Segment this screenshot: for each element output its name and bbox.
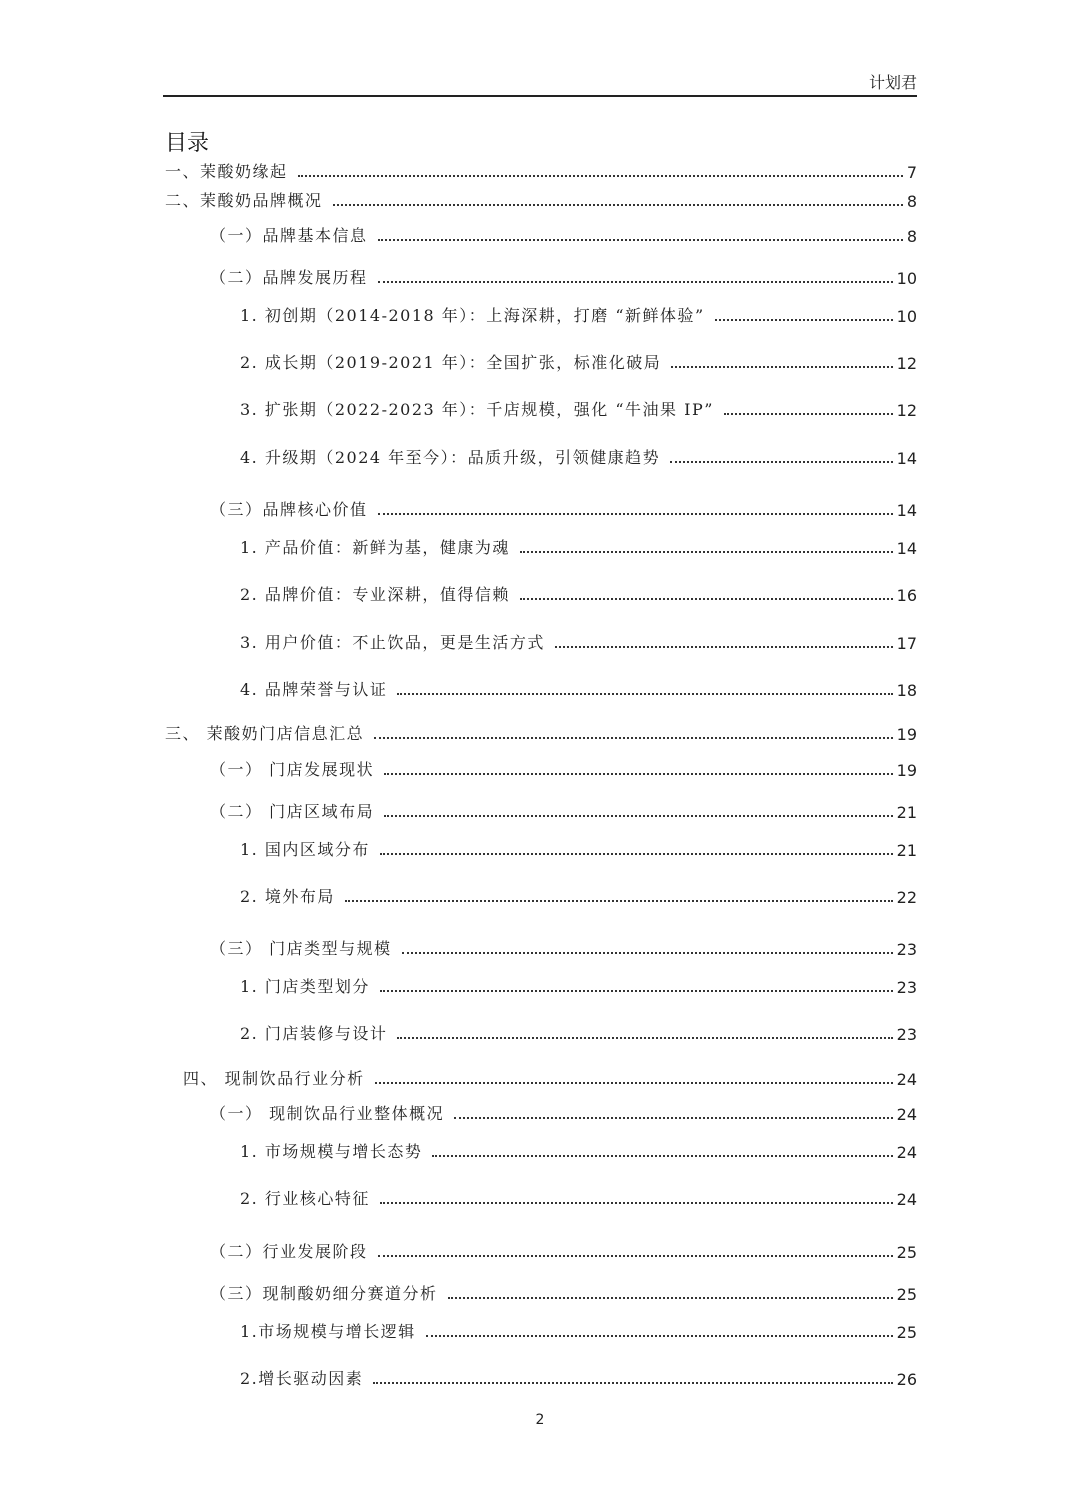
toc-entry-page: 26: [896, 1370, 917, 1389]
toc-leader: [378, 239, 903, 241]
toc-leader: [715, 319, 893, 321]
toc-entry-label: 2. 成长期（2019-2021 年）：全国扩张，标准化破局: [240, 353, 662, 372]
toc-entry-label: 1. 初创期（2014-2018 年）：上海深耕，打磨 “新鲜体验”: [240, 306, 705, 325]
toc-entry-2-3-3[interactable]: [240, 629, 917, 653]
toc-entry-3-2[interactable]: [210, 798, 917, 822]
toc-entry-label: （三）品牌核心价值: [210, 500, 368, 519]
toc-leader: [333, 204, 903, 206]
toc-entry-2-1[interactable]: [210, 222, 917, 246]
toc-entry-2-2-4[interactable]: [240, 444, 917, 468]
header-brand: 计划君: [868, 73, 917, 92]
toc-entry-label: 1. 国内区域分布: [240, 840, 370, 859]
toc-leader: [724, 413, 893, 415]
toc-entry-label: 1. 产品价值：新鲜为基，健康为魂: [240, 538, 510, 557]
toc-leader: [298, 175, 903, 177]
toc-entry-page: 17: [896, 634, 917, 653]
toc-entry-4[interactable]: [183, 1065, 917, 1089]
toc-entry-label: （一） 现制饮品行业整体概况: [210, 1104, 445, 1123]
toc-entry-4-1-2[interactable]: [240, 1185, 917, 1209]
toc-entry-label: 4. 品牌荣誉与认证: [240, 680, 388, 699]
toc-entry-label: （二）行业发展阶段: [210, 1242, 368, 1261]
toc-entry-page: 14: [896, 539, 917, 558]
toc-entry-4-3[interactable]: [210, 1280, 917, 1304]
toc-entry-3-2-2[interactable]: [240, 883, 917, 907]
toc-entry-3-2-1[interactable]: [240, 836, 917, 860]
toc-entry-page: 22: [896, 888, 917, 907]
toc-entry-label: （二）品牌发展历程: [210, 268, 368, 287]
toc-entry-4-1[interactable]: [210, 1100, 917, 1124]
toc-entry-label: 二、茉酸奶品牌概况: [165, 191, 323, 210]
toc-entry-page: 25: [896, 1285, 917, 1304]
toc-leader: [432, 1155, 892, 1157]
toc-leader: [380, 1202, 893, 1204]
toc-leader: [380, 990, 893, 992]
toc-entry-label: （二） 门店区域布局: [210, 802, 375, 821]
toc-entry-page: 19: [896, 761, 917, 780]
page-number: 2: [535, 1412, 545, 1428]
toc-entry-2-3-2[interactable]: [240, 581, 917, 605]
toc-entry-label: 1. 门店类型划分: [240, 977, 370, 996]
toc-leader: [555, 646, 893, 648]
toc-entry-4-3-2[interactable]: [240, 1365, 917, 1389]
toc-leader: [426, 1335, 893, 1337]
toc-leader: [345, 900, 893, 902]
toc-entry-label: 4. 升级期（2024 年至今）：品质升级，引领健康趋势: [240, 448, 661, 467]
toc-entry-4-3-1[interactable]: [240, 1318, 917, 1342]
toc-leader: [378, 513, 893, 515]
toc-leader: [520, 551, 893, 553]
toc-entry-label: 3. 用户价值：不止饮品，更是生活方式: [240, 633, 545, 652]
toc-entry-page: 12: [896, 354, 917, 373]
toc-entry-page: 24: [896, 1143, 917, 1162]
header-rule: [163, 95, 917, 97]
toc-entry-label: 2. 境外布局: [240, 887, 335, 906]
toc-entry-page: 21: [896, 803, 917, 822]
toc-entry-label: 1. 市场规模与增长态势: [240, 1142, 423, 1161]
toc-entry-3-3-2[interactable]: [240, 1020, 917, 1044]
toc-entry-1[interactable]: [165, 158, 917, 182]
toc-entry-page: 25: [896, 1323, 917, 1342]
toc-leader: [397, 1037, 892, 1039]
toc-leader: [448, 1297, 893, 1299]
toc-entry-page: 21: [896, 841, 917, 860]
toc-entry-3[interactable]: [165, 720, 917, 744]
toc-entry-page: 23: [896, 940, 917, 959]
toc-leader: [397, 693, 892, 695]
toc-entry-label: 2. 品牌价值：专业深耕，值得信赖: [240, 585, 510, 604]
toc-entry-label: 四、 现制饮品行业分析: [183, 1069, 365, 1088]
toc-entry-4-1-1[interactable]: [240, 1138, 917, 1162]
toc-leader: [375, 1082, 893, 1084]
toc-entry-page: 8: [906, 192, 917, 211]
toc-entry-3-3[interactable]: [210, 935, 917, 959]
toc-entry-2-2[interactable]: [210, 264, 917, 288]
toc-entry-page: 14: [896, 449, 917, 468]
toc-entry-label: （三） 门店类型与规模: [210, 939, 392, 958]
toc-entry-label: （一）品牌基本信息: [210, 226, 368, 245]
toc-entry-page: 24: [896, 1070, 917, 1089]
toc-entry-page: 10: [896, 307, 917, 326]
toc-title: 目录: [165, 131, 210, 156]
toc-leader: [374, 737, 893, 739]
toc-entry-2-3-1[interactable]: [240, 534, 917, 558]
toc-entry-label: 三、 茉酸奶门店信息汇总: [165, 724, 365, 743]
toc-entry-label: 2.增长驱动因素: [240, 1369, 364, 1388]
toc-entry-page: 16: [896, 586, 917, 605]
toc-entry-page: 8: [906, 227, 917, 246]
toc-entry-page: 24: [896, 1190, 917, 1209]
toc-entry-2-3-4[interactable]: [240, 676, 917, 700]
toc-entry-2-2-2[interactable]: [240, 349, 917, 373]
toc-leader: [384, 815, 893, 817]
toc-entry-2-3[interactable]: [210, 496, 917, 520]
toc-entry-page: 12: [896, 401, 917, 420]
toc-entry-2-2-1[interactable]: [240, 302, 917, 326]
toc-entry-label: 3. 扩张期（2022-2023 年）：千店规模，强化 “牛油果 IP”: [240, 400, 714, 419]
toc-leader: [454, 1117, 893, 1119]
toc-entry-label: （三）现制酸奶细分赛道分析: [210, 1284, 438, 1303]
toc-entry-page: 7: [906, 163, 917, 182]
toc-entry-page: 19: [896, 725, 917, 744]
toc-entry-page: 25: [896, 1243, 917, 1262]
toc-leader: [373, 1382, 892, 1384]
toc-entry-3-3-1[interactable]: [240, 973, 917, 997]
toc-entry-2[interactable]: [165, 187, 917, 211]
toc-entry-label: （一） 门店发展现状: [210, 760, 375, 779]
toc-entry-page: 24: [896, 1105, 917, 1124]
toc-entry-page: 23: [896, 1025, 917, 1044]
toc-leader: [380, 853, 893, 855]
toc-entry-page: 18: [896, 681, 917, 700]
toc-entry-4-2[interactable]: [210, 1238, 917, 1262]
toc-leader: [670, 461, 892, 463]
toc-entry-3-1[interactable]: [210, 756, 917, 780]
toc-entry-page: 14: [896, 501, 917, 520]
toc-entry-page: 10: [896, 269, 917, 288]
toc-entry-2-2-3[interactable]: [240, 396, 917, 420]
toc-entry-page: 23: [896, 978, 917, 997]
toc-leader: [402, 952, 893, 954]
toc-leader: [378, 1255, 893, 1257]
toc-entry-label: 一、茉酸奶缘起: [165, 162, 288, 181]
toc-leader: [378, 281, 893, 283]
toc-leader: [671, 366, 892, 368]
toc-leader: [384, 773, 893, 775]
toc-entry-label: 2. 门店装修与设计: [240, 1024, 388, 1043]
toc-entry-label: 1.市场规模与增长逻辑: [240, 1322, 416, 1341]
toc-leader: [520, 598, 893, 600]
toc-entry-label: 2. 行业核心特征: [240, 1189, 370, 1208]
